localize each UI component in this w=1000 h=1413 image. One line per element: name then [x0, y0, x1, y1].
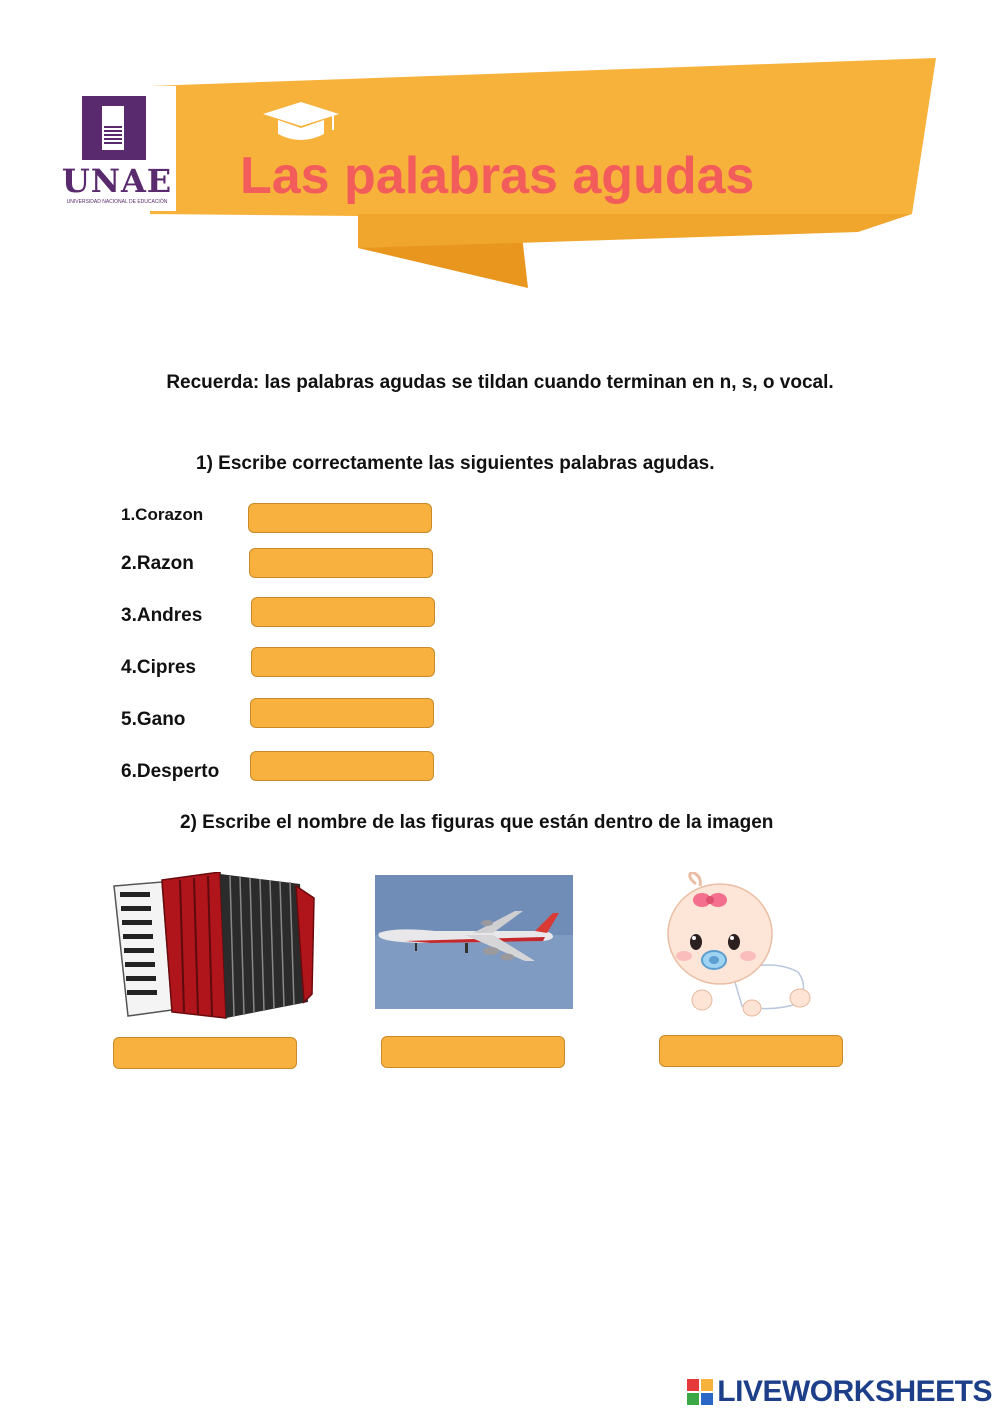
- airplane-image: [375, 875, 573, 1009]
- answer-input-airplane[interactable]: [381, 1036, 565, 1068]
- word-5: 5.Gano: [121, 709, 186, 730]
- word-2: 2.Razon: [121, 553, 194, 574]
- exercise2-prompt: 2) Escribe el nombre de las figuras que están dentro de la imagen: [180, 812, 774, 833]
- exercise1-prompt: 1) Escribe correctamente las siguientes palabras agudas.: [196, 453, 715, 474]
- word-4: 4.Cipres: [121, 657, 196, 678]
- answer-input-4[interactable]: [251, 647, 435, 677]
- word-3: 3.Andres: [121, 605, 203, 626]
- baby-image: [662, 872, 812, 1020]
- answer-input-3[interactable]: [251, 597, 435, 627]
- unae-logo-mark: [82, 96, 146, 160]
- liveworksheets-logo-icon: [687, 1379, 713, 1405]
- answer-input-6[interactable]: [250, 751, 434, 781]
- answer-input-5[interactable]: [250, 698, 434, 728]
- liveworksheets-brand: [687, 1374, 992, 1410]
- logo-text: UNAE: [61, 162, 173, 200]
- word-6: 6.Desperto: [121, 761, 220, 782]
- answer-input-2[interactable]: [249, 548, 433, 578]
- reminder-text: Recuerda: las palabras agudas se tildan cuando terminan en n, s, o vocal.: [166, 372, 834, 393]
- graduation-cap-icon: [262, 100, 340, 146]
- answer-input-baby[interactable]: [659, 1035, 843, 1067]
- answer-input-accordion[interactable]: [113, 1037, 297, 1069]
- footer-brand-text: LIVEWORKSHEETS: [717, 1375, 992, 1408]
- word-1: 1.Corazon: [121, 505, 204, 524]
- logo-subtitle: UNIVERSIDAD NACIONAL DE EDUCACIÓN: [66, 199, 168, 205]
- page-title: Las palabras agudas: [240, 147, 755, 205]
- answer-input-1[interactable]: [248, 503, 432, 533]
- accordion-image: [110, 872, 316, 1020]
